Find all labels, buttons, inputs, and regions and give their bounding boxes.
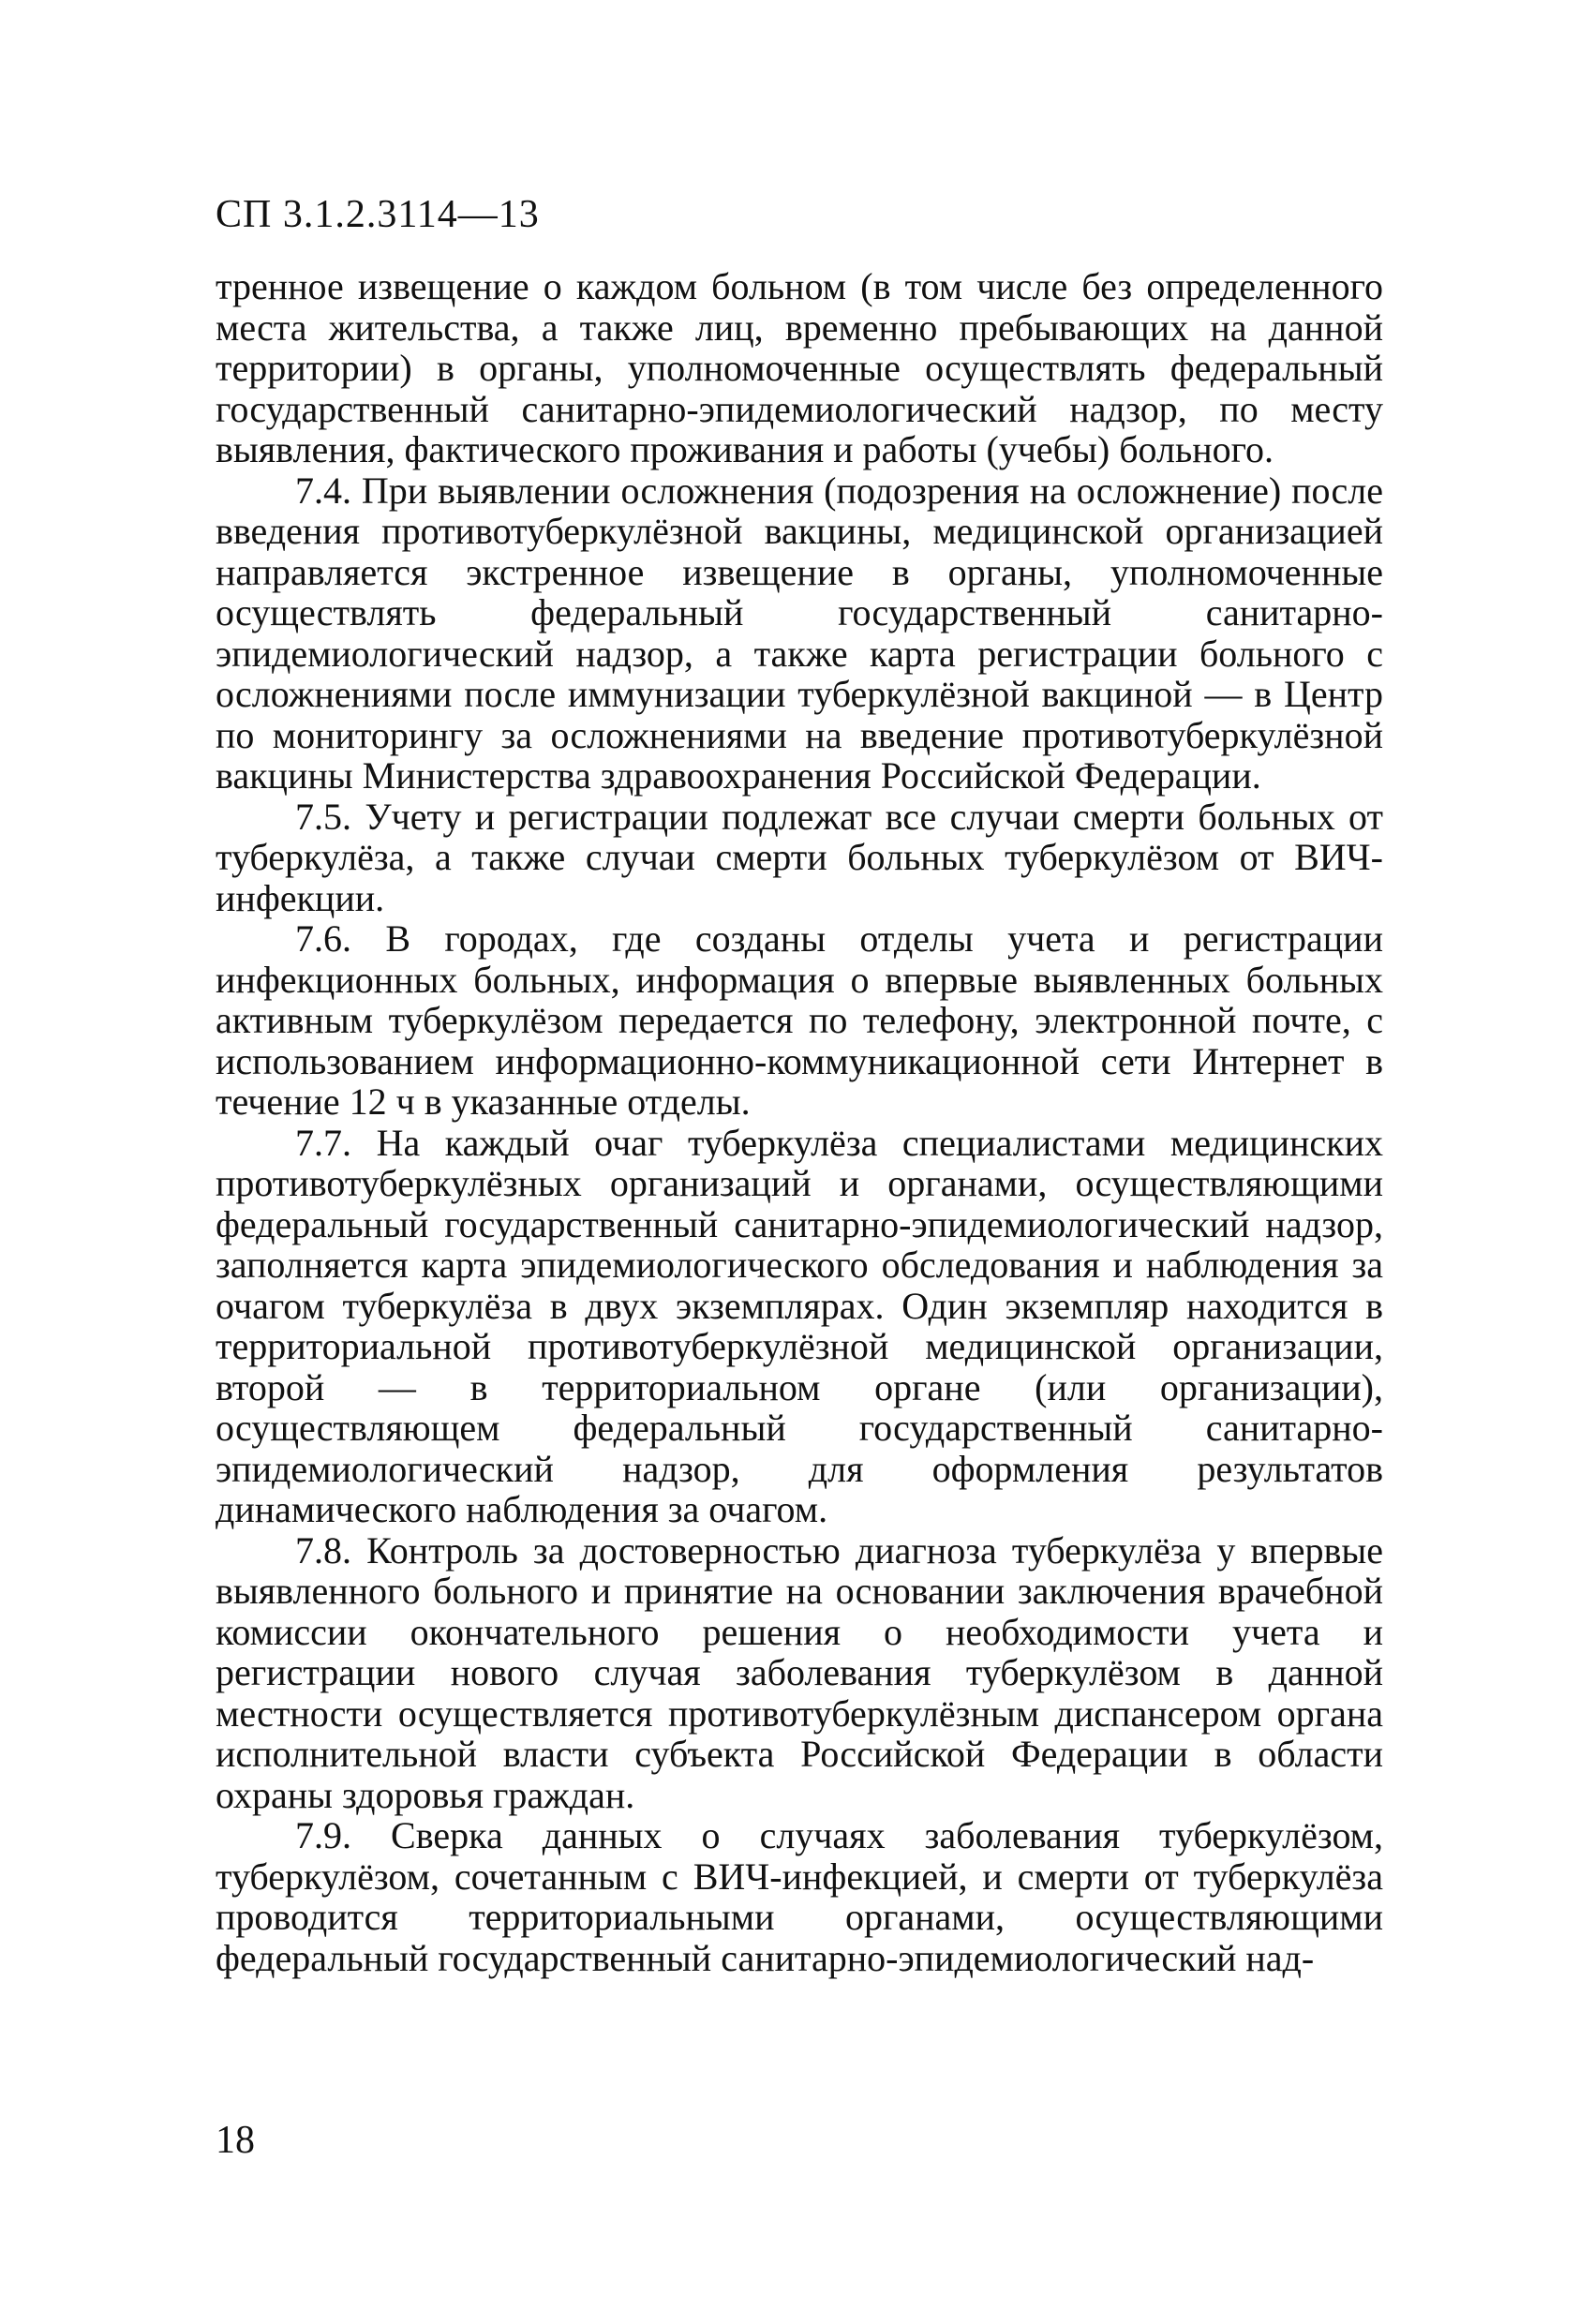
document-code-header: СП 3.1.2.3114—13: [216, 193, 540, 236]
paragraph-7-9: 7.9. Сверка данных о случаях заболевания туберкулёзом, туберкулёзом, сочетанным с ВИЧ-инфекцией, и смерти от туберкулёза проводится территориальными органами, осуществляющими федеральный государственный санитарно-эпидемиологический над-: [216, 1814, 1383, 1979]
paragraph-7-6: 7.6. В городах, где созданы отделы учета и регистрации инфекционных больных, информация о впервые выявленных больных активным туберкулёзом передается по телефону, электронной почте, с использованием информационно-коммуникационной сети Интернет в течение 12 ч в указанные отделы.: [216, 917, 1383, 1123]
paragraph-continuation: тренное извещение о каждом больном (в том числе без определенного места жительства, а также лиц, временно пребывающих на данной территории) в органы, уполномоченные осуществлять федеральный государственный санитарно-эпидемиологический надзор, по месту выявления, фактического проживания и работы (учебы) больного.: [216, 265, 1383, 470]
body-text: [216, 266, 1383, 1978]
page-number: 18: [216, 2119, 255, 2162]
paragraph-7-4: 7.4. При выявлении осложнения (подозрения на осложнение) после введения противотуберкулёзной вакцины, медицинской организацией направляется экстренное извещение в органы, уполномоченные осуществлять федеральный государственный санитарно-эпидемиологический надзор, а также карта регистрации больного с осложнениями после иммунизации туберкулёзной вакциной — в Центр по мониторингу за осложнениями на введение противотуберкулёзной вакцины Министерства здравоохранения Российской Федерации.: [216, 469, 1383, 797]
paragraph-7-5: 7.5. Учету и регистрации подлежат все случаи смерти больных от туберкулёза, а также случаи смерти больных туберкулёзом от ВИЧ-инфекции.: [216, 795, 1383, 919]
paragraph-7-8: 7.8. Контроль за достоверностью диагноза туберкулёза у впервые выявленного больного и принятие на основании заключения врачебной комиссии окончательного решения о необходимости учета и регистрации нового случая заболевания туберкулёзом в данной местности осуществляется противотуберкулёзным диспансером органа исполнительной власти субъекта Российской Федерации в области охраны здоровья граждан.: [216, 1528, 1383, 1816]
paragraph-7-7: 7.7. На каждый очаг туберкулёза специалистами медицинских противотуберкулёзных организаций и органами, осуществляющими федеральный государственный санитарно-эпидемиологический надзор, заполняется карта эпидемиологического обследования и наблюдения за очагом туберкулёза в двух экземплярах. Один экземпляр находится в территориальной противотуберкулёзной медицинской организации, второй — в территориальном органе (или организации), осуществляющем федеральный государственный санитарно-эпидемиологический надзор, для оформления результатов динамического наблюдения за очагом.: [216, 1121, 1383, 1530]
